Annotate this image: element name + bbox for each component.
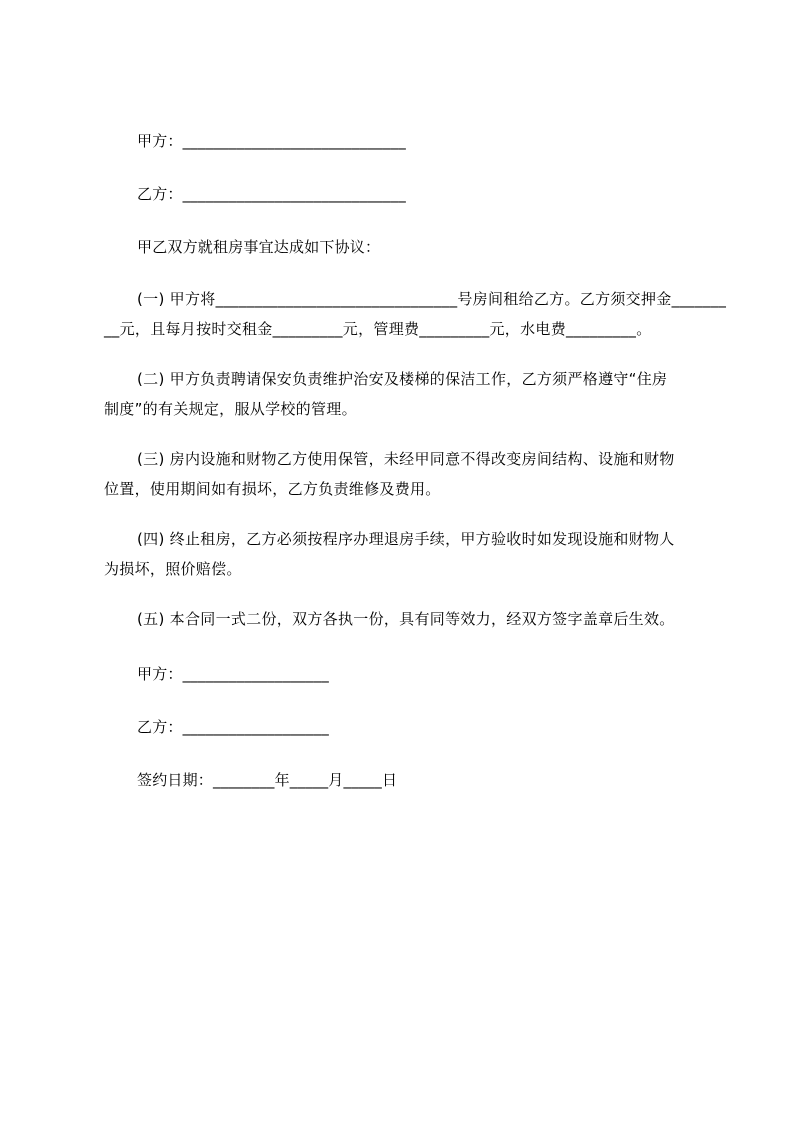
clause-2-line-2: 制度”的有关规定，服从学校的管理。 — [104, 400, 357, 418]
party-a-signature-line: 甲方：___________________ — [137, 665, 329, 683]
party-a-header-line: 甲方：_____________________________ — [137, 132, 406, 150]
party-b-header-line: 乙方：_____________________________ — [137, 185, 406, 203]
clause-4 — [104, 524, 704, 584]
clause-2-line-1: (二) 甲方负责聘请保安负责维护治安及楼梯的保洁工作，乙方须严格遵守“住房 — [137, 370, 668, 388]
clause-3-line-1: (三) 房内设施和财物乙方使用保管，未经甲同意不得改变房间结构、设施和财物 — [137, 450, 675, 468]
clause-1 — [104, 284, 727, 344]
clause-5-line-1: (五) 本合同一式二份，双方各执一份，具有同等效力，经双方签字盖章后生效。 — [137, 610, 675, 628]
party-b-signature-line: 乙方：___________________ — [137, 718, 329, 736]
clause-4-line-2: 为损坏，照价赔偿。 — [104, 560, 242, 578]
clause-4-line-1: (四) 终止租房，乙方必须按程序办理退房手续，甲方验收时如发现设施和财物人 — [137, 530, 675, 548]
clause-3-line-2: 位置，使用期间如有损坏，乙方负责维修及费用。 — [104, 480, 441, 498]
signing-date-line: 签约日期：________年_____月_____日 — [137, 771, 398, 789]
clause-2 — [104, 364, 704, 424]
agreement-intro: 甲乙双方就租房事宜达成如下协议： — [137, 238, 381, 256]
clause-1-line-2: __元，且每月按时交租金_________元，管理费_________元，水电费_________。 — [104, 320, 652, 338]
clause-3 — [104, 444, 704, 504]
clause-1-line-1: (一) 甲方将_______________________________号房间租给乙方。乙方须交押金_______ — [137, 290, 727, 308]
clause-5 — [104, 604, 704, 634]
